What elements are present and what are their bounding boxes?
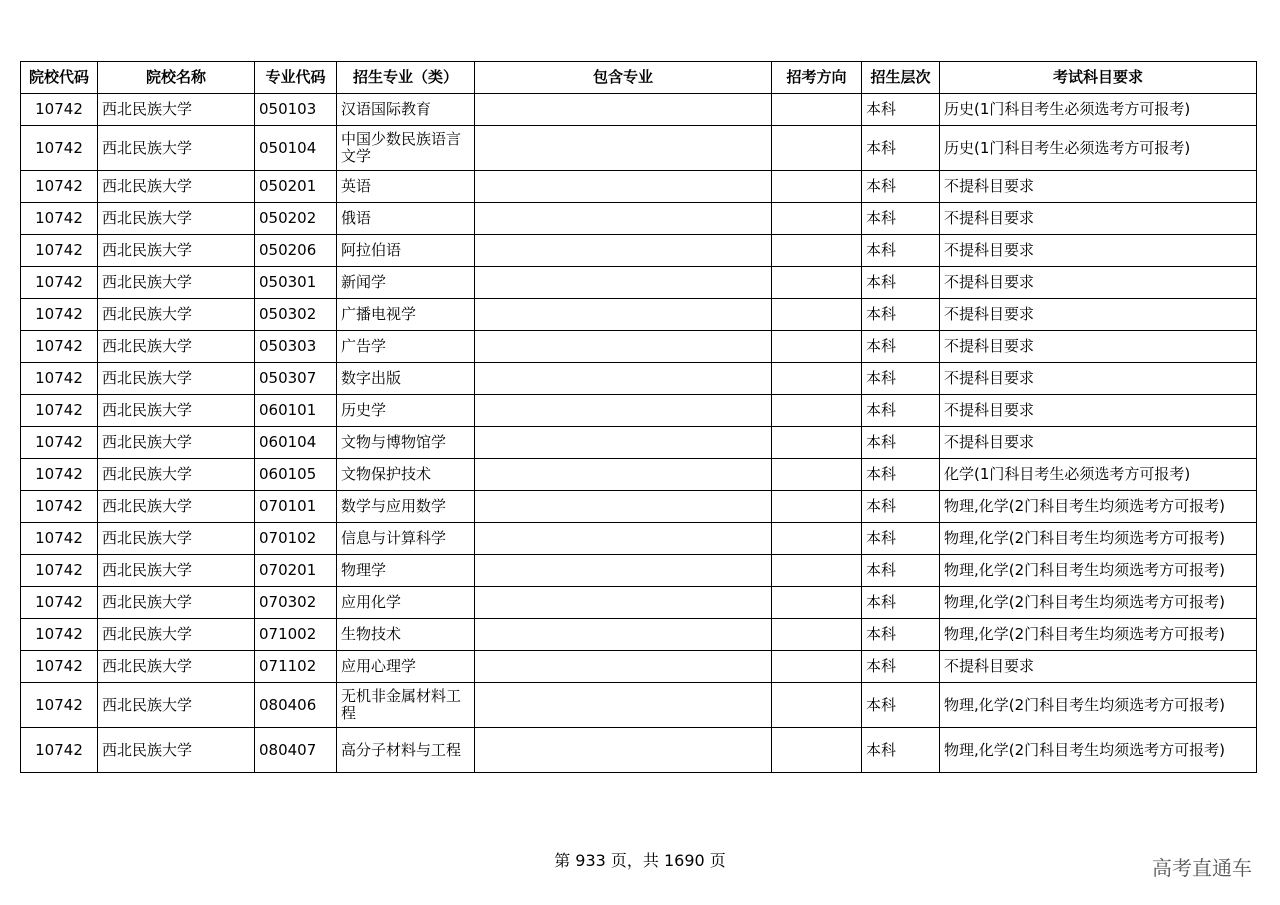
cell-major-code: 050303 <box>255 331 337 363</box>
cell-level: 本科 <box>862 203 940 235</box>
cell-major-code: 060101 <box>255 395 337 427</box>
cell-direction <box>772 619 862 651</box>
table-row <box>21 395 1257 427</box>
table-row <box>21 555 1257 587</box>
cell-school-code: 10742 <box>21 523 98 555</box>
table-row <box>21 619 1257 651</box>
cell-requirement: 物理,化学(2门科目考生均须选考方可报考) <box>940 587 1257 619</box>
cell-included <box>475 587 772 619</box>
cell-school-name: 西北民族大学 <box>98 728 255 773</box>
cell-major: 俄语 <box>337 203 475 235</box>
cell-direction <box>772 126 862 171</box>
cell-school-name: 西北民族大学 <box>98 267 255 299</box>
cell-major: 广告学 <box>337 331 475 363</box>
cell-major-code: 050307 <box>255 363 337 395</box>
cell-direction <box>772 395 862 427</box>
cell-school-name: 西北民族大学 <box>98 94 255 126</box>
cell-included <box>475 299 772 331</box>
cell-direction <box>772 523 862 555</box>
cell-major-code: 071002 <box>255 619 337 651</box>
cell-major-code: 070102 <box>255 523 337 555</box>
table-row <box>21 331 1257 363</box>
cell-included <box>475 555 772 587</box>
cell-level: 本科 <box>862 459 940 491</box>
cell-direction <box>772 651 862 683</box>
cell-requirement: 不提科目要求 <box>940 651 1257 683</box>
cell-included <box>475 651 772 683</box>
cell-requirement: 物理,化学(2门科目考生均须选考方可报考) <box>940 523 1257 555</box>
cell-level: 本科 <box>862 171 940 203</box>
table-row <box>21 491 1257 523</box>
cell-major-code: 050302 <box>255 299 337 331</box>
cell-school-name: 西北民族大学 <box>98 395 255 427</box>
cell-direction <box>772 299 862 331</box>
cell-major: 数学与应用数学 <box>337 491 475 523</box>
table-row <box>21 459 1257 491</box>
cell-level: 本科 <box>862 363 940 395</box>
table-row <box>21 728 1257 773</box>
cell-major: 应用化学 <box>337 587 475 619</box>
cell-included <box>475 491 772 523</box>
cell-major: 中国少数民族语言文学 <box>337 126 475 171</box>
table-row <box>21 94 1257 126</box>
cell-level: 本科 <box>862 395 940 427</box>
cell-direction <box>772 555 862 587</box>
cell-school-code: 10742 <box>21 363 98 395</box>
cell-direction <box>772 587 862 619</box>
cell-requirement: 不提科目要求 <box>940 395 1257 427</box>
cell-included <box>475 267 772 299</box>
cell-major-code: 050301 <box>255 267 337 299</box>
cell-school-code: 10742 <box>21 171 98 203</box>
cell-included <box>475 331 772 363</box>
cell-included <box>475 459 772 491</box>
cell-major: 汉语国际教育 <box>337 94 475 126</box>
cell-direction <box>772 728 862 773</box>
cell-school-code: 10742 <box>21 491 98 523</box>
cell-school-name: 西北民族大学 <box>98 491 255 523</box>
table-row <box>21 126 1257 171</box>
cell-level: 本科 <box>862 94 940 126</box>
page-number: 第 933 页，共 1690 页 <box>554 851 726 870</box>
cell-school-code: 10742 <box>21 683 98 728</box>
cell-included <box>475 523 772 555</box>
cell-direction <box>772 427 862 459</box>
cell-level: 本科 <box>862 651 940 683</box>
cell-direction <box>772 331 862 363</box>
cell-school-code: 10742 <box>21 459 98 491</box>
header-requirement: 考试科目要求 <box>940 62 1257 94</box>
cell-included <box>475 395 772 427</box>
cell-major-code: 050104 <box>255 126 337 171</box>
cell-school-code: 10742 <box>21 427 98 459</box>
cell-direction <box>772 235 862 267</box>
cell-requirement: 不提科目要求 <box>940 171 1257 203</box>
cell-school-name: 西北民族大学 <box>98 555 255 587</box>
cell-level: 本科 <box>862 491 940 523</box>
table-row <box>21 171 1257 203</box>
cell-major: 应用心理学 <box>337 651 475 683</box>
cell-major: 生物技术 <box>337 619 475 651</box>
cell-major: 广播电视学 <box>337 299 475 331</box>
cell-school-name: 西北民族大学 <box>98 651 255 683</box>
cell-included <box>475 94 772 126</box>
cell-direction <box>772 171 862 203</box>
header-included: 包含专业 <box>475 62 772 94</box>
cell-school-code: 10742 <box>21 619 98 651</box>
cell-major-code: 050201 <box>255 171 337 203</box>
cell-requirement: 历史(1门科目考生必须选考方可报考) <box>940 126 1257 171</box>
cell-school-code: 10742 <box>21 94 98 126</box>
header-school-name: 院校名称 <box>98 62 255 94</box>
cell-included <box>475 171 772 203</box>
cell-school-name: 西北民族大学 <box>98 331 255 363</box>
cell-major-code: 080407 <box>255 728 337 773</box>
header-row <box>21 62 1257 94</box>
table-row <box>21 523 1257 555</box>
cell-major-code: 070201 <box>255 555 337 587</box>
cell-school-name: 西北民族大学 <box>98 363 255 395</box>
cell-major-code: 070302 <box>255 587 337 619</box>
cell-level: 本科 <box>862 331 940 363</box>
cell-major-code: 070101 <box>255 491 337 523</box>
cell-major-code: 080406 <box>255 683 337 728</box>
cell-major: 新闻学 <box>337 267 475 299</box>
cell-level: 本科 <box>862 235 940 267</box>
cell-requirement: 不提科目要求 <box>940 363 1257 395</box>
admission-table <box>20 61 1257 773</box>
cell-school-name: 西北民族大学 <box>98 427 255 459</box>
table-row <box>21 267 1257 299</box>
cell-major: 物理学 <box>337 555 475 587</box>
cell-level: 本科 <box>862 728 940 773</box>
cell-included <box>475 235 772 267</box>
cell-direction <box>772 683 862 728</box>
cell-requirement: 不提科目要求 <box>940 299 1257 331</box>
cell-school-name: 西北民族大学 <box>98 203 255 235</box>
cell-level: 本科 <box>862 683 940 728</box>
cell-major: 英语 <box>337 171 475 203</box>
table-body <box>21 94 1257 773</box>
watermark-text: 高考直通车 <box>1152 856 1252 880</box>
table-row <box>21 587 1257 619</box>
cell-included <box>475 728 772 773</box>
cell-direction <box>772 203 862 235</box>
cell-direction <box>772 459 862 491</box>
cell-major-code: 050202 <box>255 203 337 235</box>
cell-requirement: 化学(1门科目考生必须选考方可报考) <box>940 459 1257 491</box>
cell-requirement: 物理,化学(2门科目考生均须选考方可报考) <box>940 728 1257 773</box>
table-row <box>21 651 1257 683</box>
cell-direction <box>772 94 862 126</box>
cell-included <box>475 203 772 235</box>
cell-school-code: 10742 <box>21 126 98 171</box>
cell-major-code: 060104 <box>255 427 337 459</box>
cell-direction <box>772 267 862 299</box>
cell-school-name: 西北民族大学 <box>98 619 255 651</box>
cell-school-code: 10742 <box>21 555 98 587</box>
cell-requirement: 不提科目要求 <box>940 267 1257 299</box>
cell-school-name: 西北民族大学 <box>98 171 255 203</box>
cell-requirement: 物理,化学(2门科目考生均须选考方可报考) <box>940 491 1257 523</box>
table-row <box>21 299 1257 331</box>
cell-level: 本科 <box>862 126 940 171</box>
cell-major-code: 050206 <box>255 235 337 267</box>
cell-school-code: 10742 <box>21 203 98 235</box>
cell-major: 文物保护技术 <box>337 459 475 491</box>
cell-included <box>475 683 772 728</box>
cell-school-code: 10742 <box>21 651 98 683</box>
cell-school-code: 10742 <box>21 331 98 363</box>
cell-included <box>475 363 772 395</box>
cell-requirement: 不提科目要求 <box>940 427 1257 459</box>
cell-school-name: 西北民族大学 <box>98 235 255 267</box>
cell-school-name: 西北民族大学 <box>98 299 255 331</box>
header-direction: 招考方向 <box>772 62 862 94</box>
cell-major-code: 060105 <box>255 459 337 491</box>
cell-major: 数字出版 <box>337 363 475 395</box>
cell-major: 高分子材料与工程 <box>337 728 475 773</box>
cell-school-code: 10742 <box>21 587 98 619</box>
cell-included <box>475 619 772 651</box>
table-row <box>21 683 1257 728</box>
cell-major-code: 050103 <box>255 94 337 126</box>
cell-school-code: 10742 <box>21 299 98 331</box>
cell-school-code: 10742 <box>21 395 98 427</box>
header-major-code: 专业代码 <box>255 62 337 94</box>
cell-school-name: 西北民族大学 <box>98 523 255 555</box>
cell-major: 信息与计算科学 <box>337 523 475 555</box>
header-level: 招生层次 <box>862 62 940 94</box>
cell-level: 本科 <box>862 267 940 299</box>
cell-school-name: 西北民族大学 <box>98 683 255 728</box>
cell-major-code: 071102 <box>255 651 337 683</box>
table-row <box>21 363 1257 395</box>
cell-level: 本科 <box>862 619 940 651</box>
cell-direction <box>772 363 862 395</box>
cell-direction <box>772 491 862 523</box>
cell-requirement: 物理,化学(2门科目考生均须选考方可报考) <box>940 555 1257 587</box>
cell-requirement: 历史(1门科目考生必须选考方可报考) <box>940 94 1257 126</box>
cell-school-code: 10742 <box>21 235 98 267</box>
cell-school-name: 西北民族大学 <box>98 587 255 619</box>
cell-requirement: 不提科目要求 <box>940 203 1257 235</box>
header-major: 招生专业（类） <box>337 62 475 94</box>
cell-school-code: 10742 <box>21 728 98 773</box>
cell-level: 本科 <box>862 587 940 619</box>
cell-school-name: 西北民族大学 <box>98 459 255 491</box>
table-row <box>21 235 1257 267</box>
cell-level: 本科 <box>862 299 940 331</box>
table-row <box>21 427 1257 459</box>
cell-requirement: 物理,化学(2门科目考生均须选考方可报考) <box>940 619 1257 651</box>
cell-level: 本科 <box>862 555 940 587</box>
cell-level: 本科 <box>862 523 940 555</box>
cell-major: 阿拉伯语 <box>337 235 475 267</box>
cell-major: 文物与博物馆学 <box>337 427 475 459</box>
table-row <box>21 203 1257 235</box>
cell-school-code: 10742 <box>21 267 98 299</box>
cell-requirement: 物理,化学(2门科目考生均须选考方可报考) <box>940 683 1257 728</box>
cell-requirement: 不提科目要求 <box>940 331 1257 363</box>
cell-major: 历史学 <box>337 395 475 427</box>
header-school-code: 院校代码 <box>21 62 98 94</box>
cell-school-name: 西北民族大学 <box>98 126 255 171</box>
cell-requirement: 不提科目要求 <box>940 235 1257 267</box>
cell-included <box>475 427 772 459</box>
cell-major: 无机非金属材料工程 <box>337 683 475 728</box>
cell-level: 本科 <box>862 427 940 459</box>
cell-included <box>475 126 772 171</box>
